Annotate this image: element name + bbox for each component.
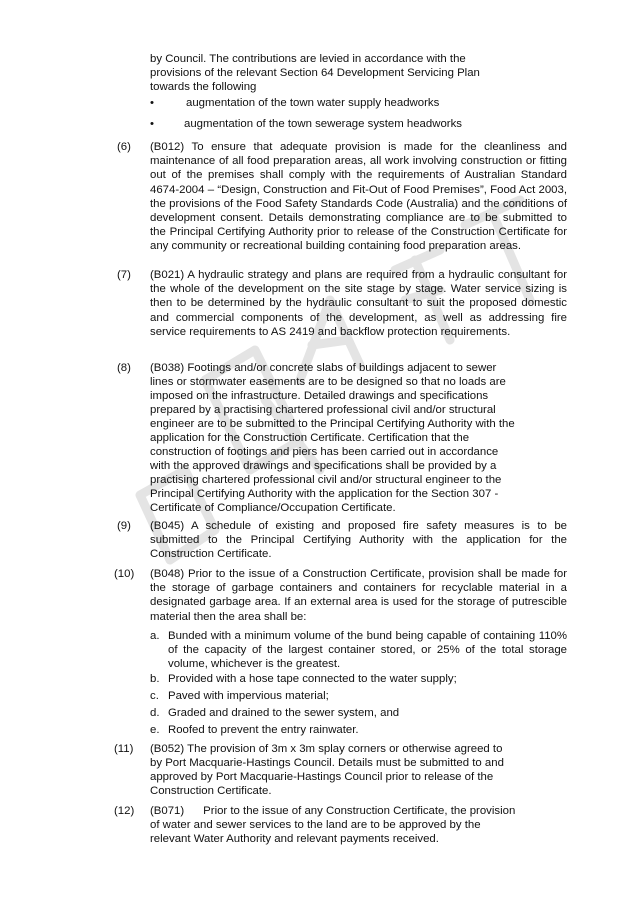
sub-item-letter: d. [150, 707, 160, 719]
sub-item-letter: c. [150, 690, 159, 702]
condition-number: (12) [114, 805, 135, 817]
intro-line: by Council. The contributions are levied in accordance with the [150, 53, 466, 65]
condition-line: construction of footings and piers has been carried out in accordance [150, 446, 499, 458]
condition-text: (B048) Prior to the issue of a Construction Certificate, provision shall be made for the storage of garbage containers and containers for recyclable material in a designated garbage area. If an external area is used for the storage of putrescible material then the area shall be: [150, 568, 567, 623]
condition-line: application for the Construction Certificate. Certification that the [150, 432, 470, 444]
sub-item-text: Provided with a hose tape connected to the water supply; [168, 673, 457, 685]
sub-item-letter: b. [150, 673, 160, 685]
sub-item-letter: a. [150, 630, 160, 642]
condition-line: approved by Port Macquarie-Hastings Council prior to release of the [150, 771, 494, 783]
bullet-marker: • [150, 97, 154, 109]
condition-line: relevant Water Authority and relevant payments received. [150, 833, 439, 845]
sub-item-text: Bunded with a minimum volume of the bund being capable of containing 110% of the capacity of the largest container stored, or 25% of the total storage volume, whichever is the greatest. [168, 630, 567, 671]
intro-line: provisions of the relevant Section 64 Development Servicing Plan [150, 67, 480, 79]
condition-number: (11) [114, 743, 134, 755]
condition-line: with the approved drawings and specifications shall be provided by a [150, 460, 497, 472]
bullet-text: augmentation of the town sewerage system headworks [184, 118, 462, 130]
condition-line: Construction Certificate. [150, 785, 272, 797]
condition-number: (10) [114, 568, 135, 580]
sub-item-letter: e. [150, 724, 160, 736]
condition-line: (B038) Footings and/or concrete slabs of buildings adjacent to sewer [150, 362, 497, 374]
condition-line: prepared by a practising chartered professional civil and/or structural [150, 404, 496, 416]
condition-line: by Port Macquarie-Hastings Council. Details must be submitted to and [150, 757, 504, 769]
condition-number: (6) [117, 141, 131, 153]
sub-item-text: Paved with impervious material; [168, 690, 329, 702]
condition-line: lines or stormwater easements are to be designed so that no loads are [150, 376, 506, 388]
condition-text: (B021) A hydraulic strategy and plans are required from a hydraulic consultant for the whole of the development on the site stage by stage. Water service sizing is then to be determined by the hydraulic consultant to suit the proposed domestic and commercial components of the development, as well as addressing fire service requirements to AS 2419 and backflow protection requirements. [150, 269, 567, 338]
condition-line: (B071) Prior to the issue of any Construction Certificate, the provision [150, 805, 516, 817]
condition-number: (7) [117, 269, 131, 281]
condition-line: engineer are to be submitted to the Principal Certifying Authority with the [150, 418, 515, 430]
condition-line: imposed on the infrastructure. Detailed drawings and specifications [150, 390, 489, 402]
sub-item-text: Roofed to prevent the entry rainwater. [168, 724, 359, 736]
condition-line: Principal Certifying Authority with the application for the Section 307 - [150, 488, 499, 500]
condition-line: practising chartered professional civil and/or structural engineer to the [150, 474, 502, 486]
sub-item-text: Graded and drained to the sewer system, and [168, 707, 400, 719]
condition-line: Certificate of Compliance/Occupation Certificate. [150, 502, 396, 514]
condition-line: (B052) The provision of 3m x 3m splay corners or otherwise agreed to [150, 743, 503, 755]
condition-line: of water and sewer services to the land are to be approved by the [150, 819, 481, 831]
bullet-text: augmentation of the town water supply headworks [186, 97, 440, 109]
condition-text: (B045) A schedule of existing and proposed fire safety measures is to be submitted to the Principal Certifying Authority with the application for the Construction Certificate. [150, 520, 567, 561]
condition-number: (9) [117, 520, 131, 532]
condition-text: (B012) To ensure that adequate provision is made for the cleanliness and maintenance of all food preparation areas, all work involving construction or fitting out of the premises shall comply with the requirements of Australian Standard 4674-2004 – “Design, Construction and Fit-Out of Food Premises”, Food Act 2003, the provisions of the Food Safety Standards Code (Australia) and the conditions of development consent. Details demonstrating compliance are to be submitted to the Principal Certifying Authority prior to release of the Construction Certificate for any community or recreational building containing food preparation areas. [150, 141, 567, 253]
intro-line: towards the following [150, 81, 257, 93]
condition-number: (8) [117, 362, 131, 374]
bullet-marker: • [150, 118, 154, 130]
